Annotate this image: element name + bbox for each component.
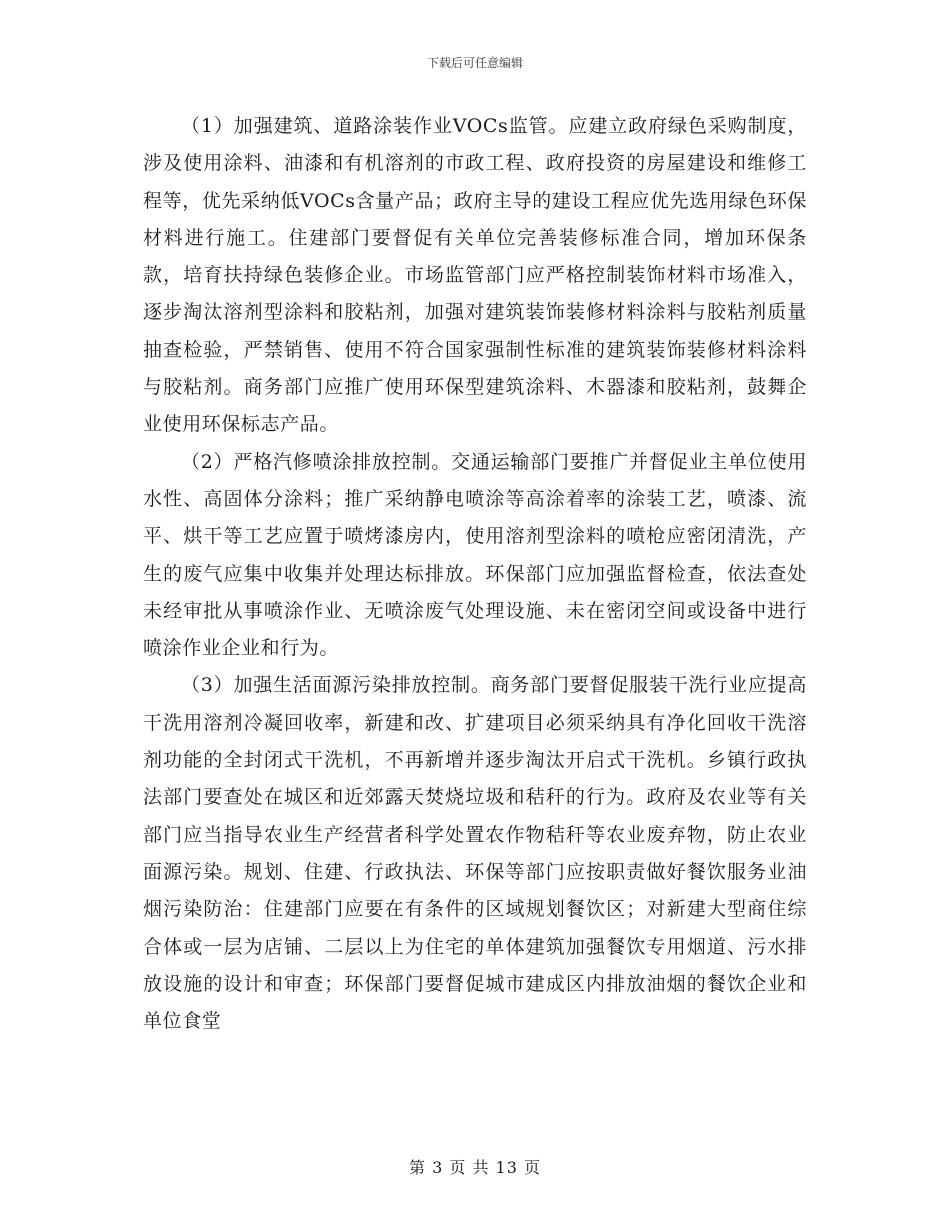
page-header: 下载后可任意编辑 <box>426 56 523 70</box>
document-body <box>143 108 807 1040</box>
paragraph-2: （2）严格汽修喷涂排放控制。交通运输部门要推广并督促业主单位使用水性、高固体分涂料；推广采纳静电喷涂等高涂着率的涂装工艺，喷漆、流平、烘干等工艺应置于喷烤漆房内，使用溶剂型涂料的喷枪应密闭清洗，产生的废气应集中收集并处理达标排放。环保部门应加强监督检查，依法查处未经审批从事喷涂作业、无喷涂废气处理设施、未在密闭空间或设备中进行喷涂作业企业和行为。 <box>143 450 807 660</box>
page-number-footer: 第 3 页 共 13 页 <box>409 1158 541 1177</box>
paragraph-1: （1）加强建筑、道路涂装作业VOCs监管。应建立政府绿色采购制度，涉及使用涂料、油漆和有机溶剂的市政工程、政府投资的房屋建设和维修工程等，优先采纳低VOCs含量产品；政府主导的建设工程应优先选用绿色环保材料进行施工。住建部门要督促有关单位完善装修标准合同，增加环保条款，培育扶持绿色装修企业。市场监管部门应严格控制装饰材料市场准入，逐步淘汰溶剂型涂料和胶粘剂，加强对建筑装饰装修材料涂料与胶粘剂质量抽查检验，严禁销售、使用不符合国家强制性标准的建筑装饰装修材料涂料与胶粘剂。商务部门应推广使用环保型建筑涂料、木器漆和胶粘剂，鼓舞企业使用环保标志产品。 <box>143 115 807 436</box>
paragraph-3: （3）加强生活面源污染排放控制。商务部门要督促服装干洗行业应提高干洗用溶剂冷凝回收率，新建和改、扩建项目必须采纳具有净化回收干洗溶剂功能的全封闭式干洗机，不再新增并逐步淘汰开启式干洗机。乡镇行政执法部门要查处在城区和近郊露天焚烧垃圾和秸秆的行为。政府及农业等有关部门应当指导农业生产经营者科学处置农作物秸秆等农业废弃物，防止农业面源污染。规划、住建、行政执法、环保等部门应按职责做好餐饮服务业油烟污染防治：住建部门应要在有条件的区域规划餐饮区；对新建大型商住综合体或一层为店铺、二层以上为住宅的单体建筑加强餐饮专用烟道、污水排放设施的设计和审查；环保部门要督促城市建成区内排放油烟的餐饮企业和单位食堂 <box>143 674 807 1033</box>
